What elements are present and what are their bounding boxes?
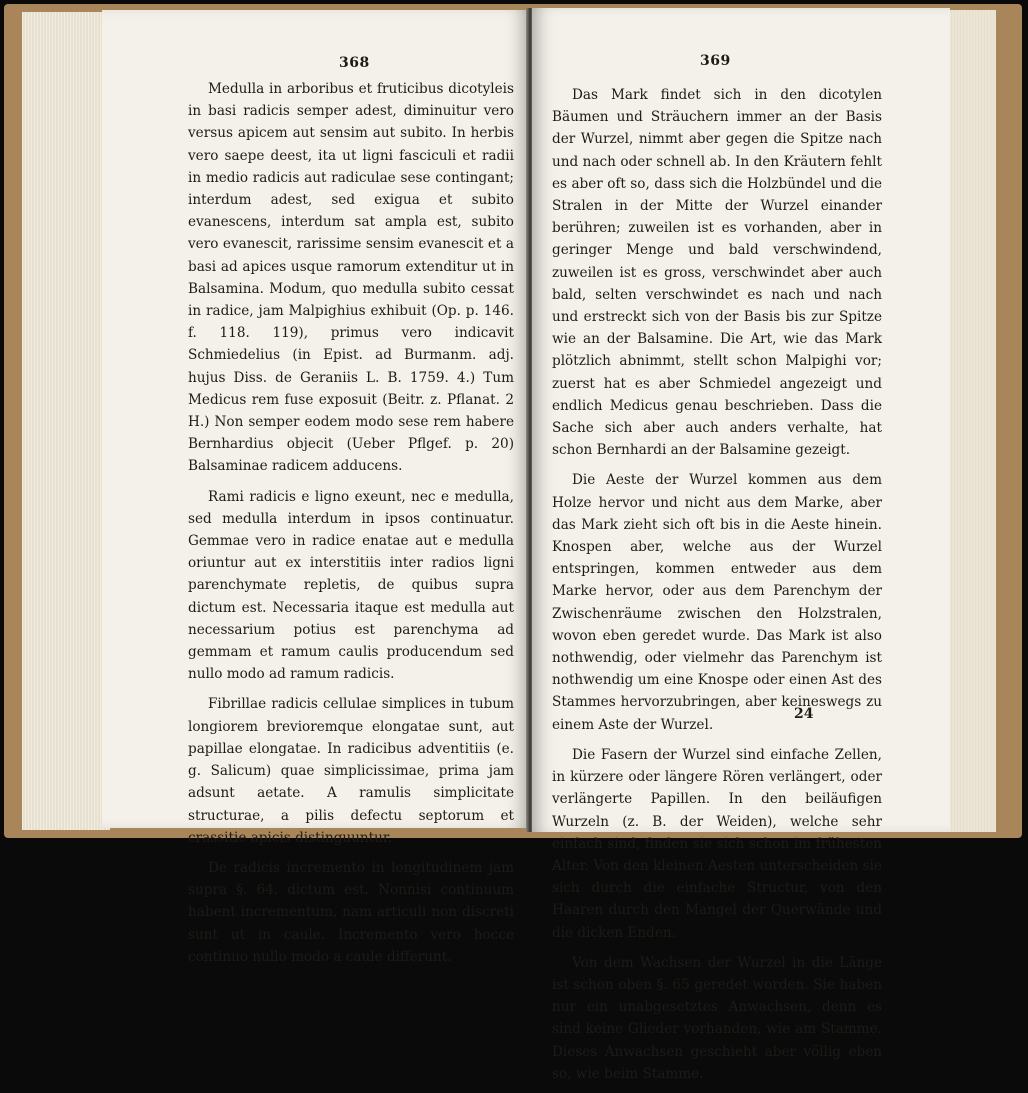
paragraph: Rami radicis e ligno exeunt, nec e medulla, sed medulla interdum in ipsos continuatur. Gemmae vero in radice enatae aut e medulla oriuntur aut ex interstitiis inter radios ligni parenchymate repletis, de quibus supra dictum est. Necessaria itaque est medulla aut necessarium potius est parenchyma ad gemmam et ramum caulis producendum sed nullo modo ad ramum radicis.	[188, 488, 514, 683]
paragraph: De radicis incremento in longitudinem jam supra §. 64. dictum est. Nonnisi continuum habent incrementum, nam articuli non discreti sunt ut in caule. Incremento vero hocce continuo nullo modo a caule differunt.	[188, 859, 514, 965]
right-page	[532, 8, 950, 1082]
left-page-text	[188, 78, 514, 976]
left-page	[102, 10, 528, 965]
page-number: 369	[700, 53, 731, 69]
paragraph: Medulla in arboribus et fruticibus dicotyleis in basi radicis semper adest, diminuitur vero versus apicem aut sensim aut subito. In herbis vero saepe deest, ita ut ligni fasciculi et radii in medio radicis aut radiculae sese contingant; interdum adest, sed exigua et subito evanescens, interdum sat ampla est, subito vero evanescit, rarissime sensim evanescit et a basi ad apices usque ramorum extenditur ut in Balsamina. Modum, quo medulla subito cessat in radice, jam Malpighius exhibuit (Op. p. 146. f. 118. 119), primus vero indicavit Schmiedelius (in Epist. ad Burmanm. adj. hujus Diss. de Geraniis L. B. 1759. 4.) Tum Medicus rem fuse exposuit (Beitr. z. Pflanat. 2 H.) Non semper eodem modo sese rem habere Bernhardius objecit (Ueber Pflgef. p. 20) Balsaminae radicem adducens.	[188, 81, 514, 475]
paragraph: Fibrillae radicis cellulae simplices in tubum longiorem brevioremque elongatae sunt, aut papillae elongatae. In radicibus adventitiis (e. g. Salicum) quae simplicissimae, prima jam adsunt aetate. A ramulis simplicitate structurae, a pilis defectu septorum et crassitie apicis distinguuntur.	[188, 696, 514, 846]
paragraph: Von dem Wachsen der Wurzel in die Länge ist schon oben §. 65 geredet worden. Sie haben nur ein unabgesetztes Anwachsen, denn es sind keine Glieder vorhanden, wie am Stamme. Dieses Anwachsen geschieht aber völlig eben so, wie beim Stamme.	[552, 954, 882, 1082]
page-number: 368	[339, 55, 370, 71]
paragraph: Die Aeste der Wurzel kommen aus dem Holze hervor und nicht aus dem Marke, aber das Mark zieht sich oft bis in die Aeste hinein. Knospen aber, welche aus der Wurzel entspringen, kommen entweder aus dem Marke hervor, oder aus dem Parenchym der Zwischenräume zwischen den Holzstralen, wovon eben geredet wurde. Das Mark ist also nothwendig, oder vielmehr das Parenchym ist nothwendig um eine Knospe oder einen Ast des Stammes hervorzubringen, aber keineswegs zu einem Aste der Wurzel.	[552, 472, 882, 733]
right-page-edges	[946, 10, 996, 832]
paragraph: Die Fasern der Wurzel sind einfache Zellen, in kürzere oder längere Rören verlängert, oder verlängerte Papillen. In den beiläufigen Wurzeln (z. B. der Weiden), welche sehr einfach sind, finden sie sich schon im frühesten Alter. Von den kleinen Aesten unterscheiden sie sich durch die einfache Structur, von den Haaren durch den Mangel der Querwände und die dicken Enden.	[552, 746, 882, 941]
signature-mark: 24	[794, 706, 814, 722]
left-page-edges	[22, 12, 110, 830]
paragraph: Das Mark findet sich in den dicotylen Bäumen und Sträuchern immer an der Basis der Wurzel, nimmt aber gegen die Spitze nach und nach oder schnell ab. In den Kräutern fehlt es aber oft so, dass sich die Holzbündel und die Stralen in der Mitte der Wurzel einander berühren; zuweilen ist es vorhanden, aber in geringer Menge und bald verschwindend, zuweilen ist es gross, verschwindet aber auch bald, selten verschwindet es nach und nach und erstreckt sich von der Basis bis zur Spitze wie an der Balsamine. Die Art, wie das Mark plötzlich abnimmt, stellt schon Malpighi vor; zuerst hat es aber Schmiedel angezeigt und endlich Medicus genau beschrieben. Dass die Sache sich aber auch anders verhalte, hat schon Bernhardi an der Balsamine gezeigt.	[552, 87, 882, 459]
right-page-text	[552, 84, 882, 1093]
